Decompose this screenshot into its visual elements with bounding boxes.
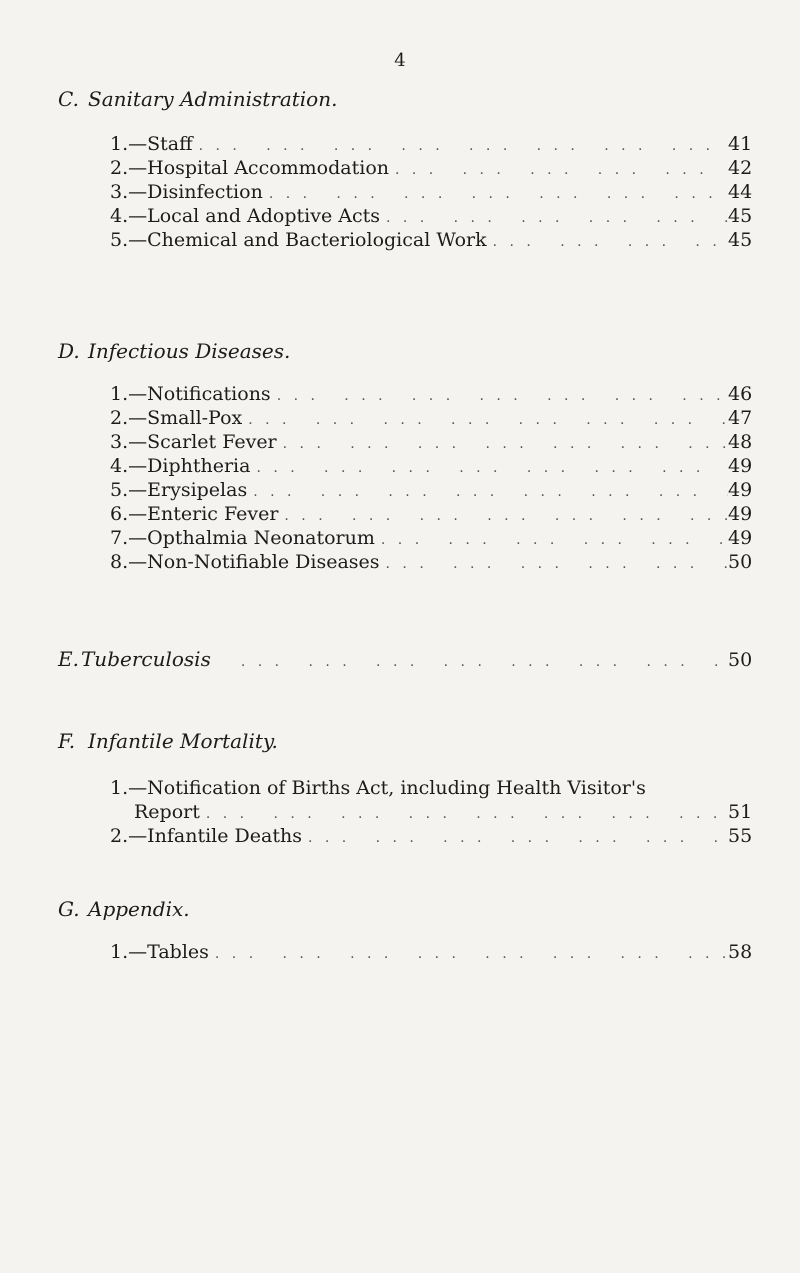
entry-page-number: 49	[728, 527, 753, 549]
entry-label: 7.—Opthalmia Neonatorum	[110, 527, 375, 549]
entry-list	[58, 382, 758, 574]
toc-entry	[110, 228, 758, 252]
entry-label: 2.—Hospital Accommodation	[110, 157, 389, 179]
section-infectious-diseases	[58, 338, 758, 574]
dot-leader	[193, 134, 728, 158]
section-title: Sanitary Administration.	[88, 87, 338, 111]
toc-entry	[110, 204, 758, 228]
toc-entry	[110, 550, 758, 574]
entry-page-number: 55	[728, 825, 753, 847]
dot-leader	[277, 432, 728, 456]
entry-label: 3.—Disinfection	[110, 181, 263, 203]
entry-page-number: 48	[728, 431, 753, 453]
section-heading	[58, 338, 758, 364]
entry-page-number: 45	[728, 205, 753, 227]
dot-leader	[380, 206, 728, 230]
section-title: Appendix.	[88, 897, 190, 921]
page-number: 4	[394, 50, 406, 71]
entry-label: 5.—Erysipelas	[110, 479, 248, 501]
entry-label: 1.—Tables	[110, 941, 209, 963]
dot-leader	[271, 384, 728, 408]
section-heading	[58, 86, 758, 112]
section-title: Tuberculosis	[80, 647, 211, 671]
entry-page-number: 49	[728, 503, 753, 525]
section-infantile-mortality	[58, 728, 758, 848]
section-letter: C.	[58, 87, 79, 111]
toc-entry	[110, 824, 758, 848]
entry-page-number: 42	[728, 157, 753, 179]
entry-page-number: 58	[728, 941, 753, 963]
section-heading	[58, 896, 758, 922]
entry-label: 1.—Notifications	[110, 383, 271, 405]
dot-leader	[302, 826, 728, 850]
section-letter: F.	[58, 729, 76, 753]
toc-entry	[110, 132, 758, 156]
entry-label: 2.—Small-Pox	[110, 407, 243, 429]
section-title: Infectious Diseases.	[88, 339, 291, 363]
entry-page-number: 49	[728, 479, 753, 501]
dot-leader	[389, 158, 728, 182]
entry-page-number: 47	[728, 407, 753, 429]
toc-entry	[110, 180, 758, 204]
entry-list	[58, 132, 758, 252]
toc-entry	[110, 156, 758, 180]
toc-entry	[110, 382, 758, 406]
dot-leader	[487, 230, 728, 254]
entry-continuation-row	[110, 800, 758, 824]
section-title: Infantile Mortality.	[88, 729, 278, 753]
toc-entry	[110, 776, 758, 824]
entry-label: 1.—Notification of Births Act, including Health Visitor's	[110, 777, 646, 799]
entry-page-number: 46	[728, 383, 753, 405]
entry-label: 5.—Chemical and Bacteriological Work	[110, 229, 487, 251]
dot-leader	[200, 802, 728, 826]
dot-leader	[278, 504, 728, 528]
entry-page-number: 44	[728, 181, 753, 203]
dot-leader	[235, 649, 728, 675]
entry-label: 3.—Scarlet Fever	[110, 431, 277, 453]
dot-leader	[242, 408, 728, 432]
entry-page-number: 49	[728, 455, 753, 477]
toc-entry	[110, 502, 758, 526]
dot-leader	[375, 528, 728, 552]
entry-label: 8.—Non-Notifiable Diseases	[110, 551, 380, 573]
section-letter: G.	[58, 897, 80, 921]
toc-entry	[58, 646, 758, 675]
toc-entry	[110, 478, 758, 502]
section-tuberculosis	[58, 646, 758, 675]
dot-leader	[380, 552, 728, 576]
toc-entry	[110, 526, 758, 550]
entry-label: 4.—Local and Adoptive Acts	[110, 205, 380, 227]
section-heading	[58, 728, 758, 754]
dot-leader	[250, 456, 728, 480]
section-letter: E.	[58, 647, 79, 671]
entry-label: 4.—Diphtheria	[110, 455, 251, 477]
toc-entry	[110, 430, 758, 454]
entry-label: 6.—Enteric Fever	[110, 503, 279, 525]
entry-list	[58, 776, 758, 848]
dot-leader	[263, 182, 728, 206]
entry-label: 2.—Infantile Deaths	[110, 825, 302, 847]
entry-page-number: 50	[728, 649, 753, 671]
dot-leader	[247, 480, 728, 504]
section-sanitary-administration	[58, 86, 758, 252]
entry-label-continuation: Report	[134, 801, 200, 823]
entry-page-number: 51	[728, 801, 753, 823]
toc-entry	[110, 406, 758, 430]
entry-page-number: 41	[728, 133, 753, 155]
entry-page-number: 45	[728, 229, 753, 251]
section-letter: D.	[58, 339, 80, 363]
entry-page-number: 50	[728, 551, 753, 573]
entry-list	[58, 940, 758, 964]
entry-label: 1.—Staff	[110, 133, 193, 155]
toc-entry	[110, 940, 758, 964]
toc-entry	[110, 454, 758, 478]
section-appendix	[58, 896, 758, 964]
dot-leader	[209, 942, 728, 966]
